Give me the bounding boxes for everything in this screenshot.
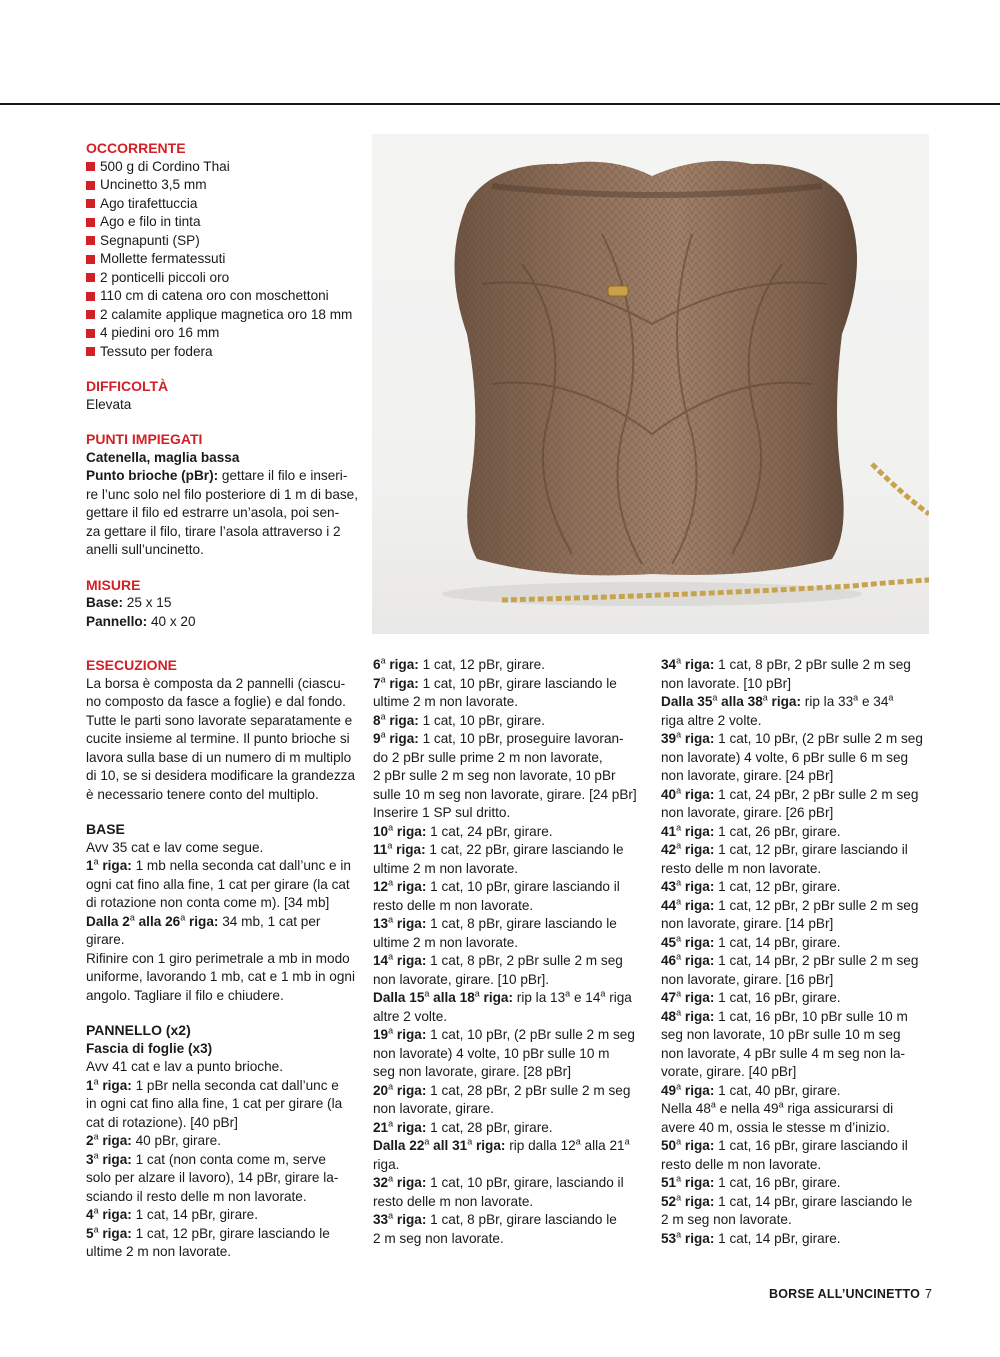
execution-title: ESECUZIONE bbox=[86, 657, 178, 673]
instruction-line: in ogni cat fino alla fine, 1 cat per girare (la bbox=[86, 1096, 343, 1111]
header-rule bbox=[0, 103, 1000, 105]
instruction-line: non lavorate, girare. [16 pBr] bbox=[661, 971, 834, 987]
instruction-line: 2$^a$ riga: 40 pBr, girare. bbox=[86, 1131, 221, 1148]
list-item: Mollette fermatessuti bbox=[86, 250, 366, 269]
instruction-line: 6$^a$ riga: 1 cat, 12 pBr, girare. bbox=[373, 655, 545, 672]
instruction-line: angolo. Tagliare il filo e chiudere. bbox=[86, 987, 284, 1003]
instruction-line: ogni cat fino alla fine, 1 cat per girare (la cat bbox=[86, 876, 350, 892]
instruction-line: 32$^a$ riga: 1 cat, 10 pBr, girare, lasciando il bbox=[373, 1173, 624, 1190]
instruction-line: 1$^a$ riga: 1 pBr nella seconda cat dall’unc e bbox=[86, 1075, 339, 1093]
instruction-line: non lavorate. [10 pBr] bbox=[661, 675, 791, 691]
instruction-line: 3$^a$ riga: 1 cat (non conta come m, serve bbox=[86, 1149, 326, 1167]
difficulty-title: DIFFICOLTÀ bbox=[86, 378, 169, 394]
instruction-line: 11$^a$ riga: 1 cat, 22 pBr, girare lasciando le bbox=[373, 840, 624, 857]
panel-subtitle: Fascia di foglie (x3) bbox=[86, 1040, 213, 1056]
instruction-line: non lavorate, girare. [26 pBr] bbox=[661, 805, 834, 820]
instruction-line: ultime 2 m non lavorate. bbox=[373, 694, 519, 709]
instruction-line: 33$^a$ riga: 1 cat, 8 pBr, girare lasciando le bbox=[373, 1210, 617, 1227]
instruction-line: 9$^a$ riga: 1 cat, 10 pBr, proseguire lavoran- bbox=[373, 729, 624, 746]
instruction-line: 47$^a$ riga: 1 cat, 16 pBr, girare. bbox=[661, 988, 841, 1005]
list-item: Uncinetto 3,5 mm bbox=[86, 176, 366, 195]
instruction-line: non lavorate, girare. [24 pBr] bbox=[661, 768, 834, 783]
bullet-square-icon bbox=[86, 162, 95, 171]
instruction-line: avere 40 m, ossia le stesse m d’inizio. bbox=[661, 1119, 890, 1135]
instruction-line: non lavorate, girare. bbox=[373, 1101, 494, 1116]
page-number: 7 bbox=[925, 1287, 932, 1301]
footer-title: BORSE ALL’UNCINETTO bbox=[768, 1287, 920, 1301]
instruction-line: resto delle m non lavorate. bbox=[373, 1193, 534, 1209]
list-item: 2 calamite applique magnetica oro 18 mm bbox=[86, 306, 366, 325]
panel-title: PANNELLO (x2) bbox=[86, 1022, 191, 1038]
instruction-line: 48$^a$ riga: 1 cat, 16 pBr, 10 pBr sulle 10 m bbox=[661, 1006, 908, 1024]
instruction-line: 14$^a$ riga: 1 cat, 8 pBr, 2 pBr sulle 2 m seg bbox=[373, 951, 623, 968]
instruction-line: non lavorate) 4 volte, 6 pBr sulle 6 m seg bbox=[661, 749, 909, 765]
instruction-line: 43$^a$ riga: 1 cat, 12 pBr, girare. bbox=[661, 877, 841, 894]
instruction-line: riga altre 2 volte. bbox=[661, 712, 762, 728]
measures-title: MISURE bbox=[86, 576, 141, 593]
instruction-line: Nella 48$^a$ e nella 49$^a$ riga assicurarsi di bbox=[661, 1099, 894, 1116]
instruction-line: 8$^a$ riga: 1 cat, 10 pBr, girare. bbox=[373, 710, 545, 728]
instruction-line: 2 pBr sulle 2 m seg non lavorate, 10 pBr bbox=[373, 768, 616, 783]
instruction-line: di rotazione non conta come m). [34 mb] bbox=[86, 895, 330, 910]
instruction-line: 39$^a$ riga: 1 cat, 10 pBr, (2 pBr sulle 2 m seg bbox=[661, 729, 923, 746]
instruction-line: 2 m seg non lavorate. bbox=[373, 1230, 504, 1246]
instruction-line: vorate, girare. [40 pBr] bbox=[661, 1064, 797, 1079]
instruction-line: Dalla 22$^a$ all 31$^a$ riga: rip dalla 12$^a$ alla 21$^a$ bbox=[373, 1136, 630, 1153]
bullet-square-icon bbox=[86, 273, 95, 282]
execution-text: La borsa è composta da 2 pannelli (ciascu- no composto da fasce a foglie) e dal fondo. Tutte le parti sono lavorate separatamente e cucite insieme al termine. Il punto brioche si lavora sulla base di un numero di m multiplo di 10, se si desidera modificare la grandezza è necessario tenere conto del multiplo. bbox=[86, 675, 356, 802]
instruction-line: Rifinire con 1 giro perimetrale a mb in modo bbox=[86, 950, 350, 966]
instruction-line: 44$^a$ riga: 1 cat, 12 pBr, 2 pBr sulle 2 m seg bbox=[661, 895, 919, 913]
instruction-line: resto delle m non lavorate. bbox=[373, 897, 534, 913]
instruction-line: Dalla 15$^a$ alla 18$^a$ riga: rip la 13$^a$ e 14$^a$ riga bbox=[373, 988, 632, 1005]
instruction-line: 42$^a$ riga: 1 cat, 12 pBr, girare lasciando il bbox=[661, 840, 908, 857]
instruction-line: seg non lavorate, girare. [28 pBr] bbox=[373, 1064, 571, 1079]
instruction-line: Dalla 35$^a$ alla 38$^a$ riga: rip la 33$^a$ e 34$^a$ bbox=[661, 692, 894, 709]
materials-title: OCCORRENTE bbox=[86, 140, 186, 156]
bullet-square-icon bbox=[86, 199, 95, 208]
right-column bbox=[661, 656, 929, 1248]
stitches-subtitle: Catenella, maglia bassa bbox=[86, 449, 240, 465]
list-item: 110 cm di catena oro con moschettoni bbox=[86, 287, 366, 306]
instruction-line: 5$^a$ riga: 1 cat, 12 pBr, girare lasciando le bbox=[86, 1223, 330, 1241]
base-title: BASE bbox=[86, 821, 125, 837]
instruction-line: 46$^a$ riga: 1 cat, 14 pBr, 2 pBr sulle 2 m seg bbox=[661, 951, 919, 968]
bullet-square-icon bbox=[86, 292, 95, 301]
panel-instructions bbox=[86, 1058, 357, 1262]
instruction-line: seg non lavorate, 10 pBr sulle 10 m seg bbox=[661, 1027, 901, 1042]
difficulty-value: Elevata bbox=[86, 396, 132, 412]
list-item: Segnapunti (SP) bbox=[86, 232, 366, 251]
list-item: Ago e filo in tinta bbox=[86, 213, 366, 232]
instruction-line: 20$^a$ riga: 1 cat, 28 pBr, 2 pBr sulle 2 m seg bbox=[373, 1080, 631, 1098]
instruction-line: 7$^a$ riga: 1 cat, 10 pBr, girare lasciando le bbox=[373, 673, 617, 691]
instruction-line: sciando il resto delle m non lavorate. bbox=[86, 1188, 307, 1204]
instruction-line: 45$^a$ riga: 1 cat, 14 pBr, girare. bbox=[661, 932, 841, 950]
instruction-line: non lavorate, girare. [10 pBr]. bbox=[373, 971, 550, 987]
bullet-square-icon bbox=[86, 236, 95, 245]
bag-photo bbox=[372, 134, 929, 634]
list-item: Ago tirafettuccia bbox=[86, 195, 366, 214]
instruction-line: Avv 41 cat e lav a punto brioche. bbox=[86, 1059, 283, 1074]
instruction-line: Dalla 2$^a$ alla 26$^a$ riga: 34 mb, 1 cat per girare. bbox=[86, 911, 321, 947]
instruction-line: riga. bbox=[373, 1156, 400, 1172]
bullet-square-icon bbox=[86, 218, 95, 227]
instruction-line: 50$^a$ riga: 1 cat, 16 pBr, girare lasciando il bbox=[661, 1136, 908, 1153]
measure-base: Base: 25 x 15 bbox=[86, 595, 172, 610]
base-instructions bbox=[86, 839, 357, 1006]
bullet-square-icon bbox=[86, 347, 95, 356]
instruction-line: resto delle m non lavorate. bbox=[661, 1156, 822, 1172]
instruction-line: 40$^a$ riga: 1 cat, 24 pBr, 2 pBr sulle 2 m seg bbox=[661, 784, 919, 802]
bullet-square-icon bbox=[86, 329, 95, 338]
bullet-square-icon bbox=[86, 255, 95, 264]
instruction-line: 1$^a$ riga: 1 mb nella seconda cat dall’unc e in bbox=[86, 856, 351, 873]
instruction-line: non lavorate, girare. [14 pBr] bbox=[661, 916, 834, 931]
instruction-line: cat di rotazione). [40 pBr] bbox=[86, 1114, 238, 1130]
stitches-title: PUNTI IMPIEGATI bbox=[86, 431, 203, 447]
instruction-line: 2 m seg non lavorate. bbox=[661, 1212, 792, 1227]
instruction-line: Inserire 1 SP sul dritto. bbox=[373, 805, 511, 820]
instruction-line: resto delle m non lavorate. bbox=[661, 860, 822, 876]
list-item: 4 piedini oro 16 mm bbox=[86, 324, 366, 343]
list-item: Tessuto per fodera bbox=[86, 343, 366, 362]
bullet-square-icon bbox=[86, 181, 95, 190]
instruction-line: non lavorate) 4 volte, 10 pBr sulle 10 m bbox=[373, 1045, 610, 1061]
instruction-line: ultime 2 m non lavorate. bbox=[373, 934, 519, 950]
instruction-line: 51$^a$ riga: 1 cat, 16 pBr, girare. bbox=[661, 1173, 841, 1190]
instruction-line: do 2 pBr sulle prime 2 m non lavorate, bbox=[373, 749, 603, 765]
instruction-line: 13$^a$ riga: 1 cat, 8 pBr, girare lasciando le bbox=[373, 914, 617, 931]
instruction-line: 21$^a$ riga: 1 cat, 28 pBr, girare. bbox=[373, 1117, 553, 1135]
instruction-line: uniforme, lavorando 1 mb, cat e 1 mb in ogni bbox=[86, 969, 356, 984]
instruction-line: ultime 2 m non lavorate. bbox=[86, 1244, 232, 1259]
instruction-line: 12$^a$ riga: 1 cat, 10 pBr, girare lasciando il bbox=[373, 877, 620, 894]
left-column bbox=[86, 139, 366, 631]
bullet-square-icon bbox=[86, 310, 95, 319]
instruction-line: 53$^a$ riga: 1 cat, 14 pBr, girare. bbox=[661, 1228, 841, 1246]
stitches-text: Punto brioche (pBr): gettare il filo e inseri- re l’unc solo nel filo posteriore di 1 m di base, gettare il filo ed estrarre un’asola, poi sen- za gettare il filo, tirare l’asola attraverso i 2 anelli sull’uncinetto. bbox=[86, 468, 359, 557]
instruction-line: 10$^a$ riga: 1 cat, 24 pBr, girare. bbox=[373, 821, 553, 839]
instruction-line: Avv 35 cat e lav come segue. bbox=[86, 839, 264, 855]
list-item: 500 g di Cordino Thai bbox=[86, 158, 366, 177]
instruction-line: altre 2 volte. bbox=[373, 1008, 448, 1024]
middle-column bbox=[373, 656, 642, 1248]
measure-panel: Pannello: 40 x 20 bbox=[86, 613, 196, 629]
materials-list bbox=[86, 158, 366, 362]
instruction-line: 4$^a$ riga: 1 cat, 14 pBr, girare. bbox=[86, 1205, 258, 1222]
instruction-line: 52$^a$ riga: 1 cat, 14 pBr, girare lasciando le bbox=[661, 1191, 913, 1209]
instruction-line: 41$^a$ riga: 1 cat, 26 pBr, girare. bbox=[661, 821, 841, 839]
instruction-line: sulle 10 m seg non lavorate, girare. [24 pBr] bbox=[373, 786, 637, 802]
crochet-bag-illustration bbox=[372, 134, 929, 634]
instruction-line: 49$^a$ riga: 1 cat, 40 pBr, girare. bbox=[661, 1080, 841, 1098]
instruction-line: solo per alzare il lavoro), 14 pBr, girare la- bbox=[86, 1170, 339, 1185]
instruction-line: 34$^a$ riga: 1 cat, 8 pBr, 2 pBr sulle 2 m seg bbox=[661, 655, 911, 672]
list-item: 2 ponticelli piccoli oro bbox=[86, 269, 366, 288]
instruction-line: 19$^a$ riga: 1 cat, 10 pBr, (2 pBr sulle 2 m seg bbox=[373, 1025, 635, 1042]
instruction-line: non lavorate, 4 pBr sulle 4 m seg non la- bbox=[661, 1045, 906, 1061]
instruction-line: ultime 2 m non lavorate. bbox=[373, 860, 519, 876]
left-column-lower bbox=[86, 656, 357, 1262]
